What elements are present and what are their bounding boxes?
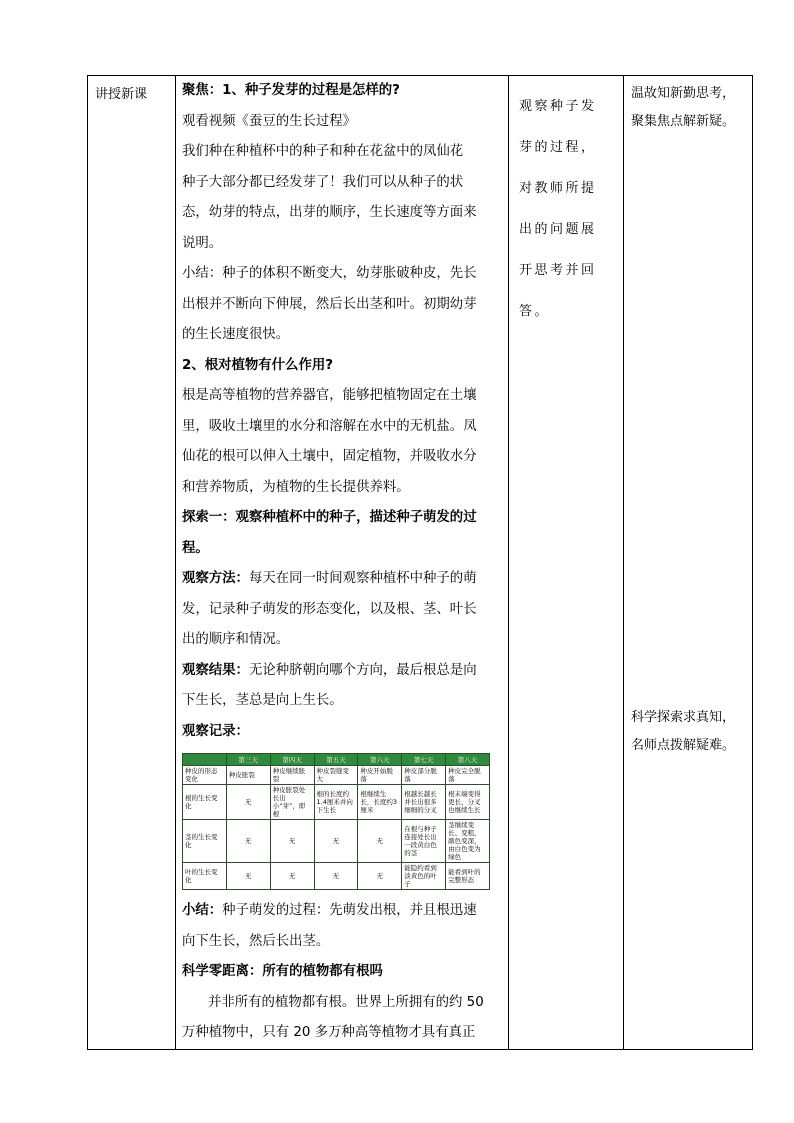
student-activity	[519, 86, 617, 332]
obs-cell: 能隐约看到淡黄色的叶子	[402, 863, 446, 890]
summary-text-0: 种子萌发的过程：先萌发出根，并且根迅速	[222, 903, 477, 918]
content-line: 种子大部分都已经发芽了！我们可以从种子的状	[182, 174, 464, 190]
obs-cell: 根末端变得更长，分叉也继续生长	[446, 785, 490, 820]
table-row	[183, 820, 490, 863]
obs-header-cell: 第三天	[226, 754, 270, 766]
content-line: 出根并不断向下伸展，然后长出茎和叶。初期幼芽	[182, 296, 477, 312]
activity-line: 出的问题展	[519, 222, 597, 237]
obs-cell: 茎继续变长、变粗，颜色变深，由白色变为绿色	[446, 820, 490, 863]
obs-header-cell: 第七天	[402, 754, 446, 766]
content-line: 聚焦：1、种子发芽的过程是怎样的?	[182, 83, 400, 98]
obs-cell: 在根与种子连接处长出一段黄白色的茎	[402, 820, 446, 863]
purpose-top-1: 聚集焦点解新疑。	[631, 114, 736, 129]
tail-line-0: 并非所有的植物都有根。世界上所拥有的约 50	[208, 994, 484, 1010]
obs-cell: 根的长度约1.4厘米并向下生长	[314, 785, 358, 820]
method-line-0	[182, 564, 502, 595]
result-label: 观察结果：	[182, 662, 249, 678]
content-line: 里，吸收土壤里的水分和溶解在水中的无机盐。凤	[182, 418, 477, 434]
result-line-0	[182, 656, 502, 687]
result-text-0: 无论种脐朝向哪个方向，最后根总是向	[248, 662, 477, 678]
method-line-2: 出的顺序和情况。	[182, 632, 290, 647]
content-line: 的生长速度很快。	[182, 327, 290, 342]
obs-header-cell: 第六天	[358, 754, 402, 766]
purpose-top-0: 温故知新勤思考，	[631, 86, 736, 101]
obs-cell: 种皮胀裂处长出小“芽”，即根	[270, 785, 314, 820]
obs-cell: 无	[226, 863, 270, 890]
content-line: 探索一：观察种植杯中的种子，描述种子萌发的过	[182, 510, 477, 525]
obs-cell: 无	[358, 820, 402, 863]
method-text-0: 每天在同一时间观察种植杯中种子的萌	[248, 571, 477, 586]
teaching-content	[182, 76, 502, 564]
obs-cell: 无	[226, 785, 270, 820]
content-line: 仙花的根可以伸入土壤中，固定植物，并吸收水分	[182, 449, 477, 464]
obs-header-cell: 第八天	[446, 754, 490, 766]
obs-cell: 无	[358, 863, 402, 890]
content-line: 程。	[182, 540, 209, 556]
summary-label: 小结：	[182, 903, 223, 918]
activity-line: 对教师所提	[519, 181, 597, 196]
observation-record-image	[182, 753, 490, 890]
activity-line: 观察种子发	[519, 99, 597, 114]
table-row	[183, 863, 490, 890]
student-activity-cell	[509, 76, 624, 1050]
obs-cell: 无	[314, 863, 358, 890]
teaching-content-cell	[176, 76, 509, 1050]
purpose-bottom	[631, 704, 735, 760]
activity-line: 答。	[519, 304, 551, 319]
purpose-bottom-1: 名师点拨解疑难。	[631, 738, 736, 753]
obs-cell: 无	[314, 820, 358, 863]
content-line: 和营养物质，为植物的生长提供养料。	[182, 479, 410, 495]
content-line: 2、根对植物有什么作用?	[182, 357, 333, 373]
table-row	[183, 785, 490, 820]
obs-cell: 种皮胀裂	[226, 766, 270, 785]
obs-row-label: 种皮的形态变化	[183, 766, 227, 785]
activity-line: 芽的过程，	[519, 140, 597, 155]
obs-cell: 种皮部分脱落	[402, 766, 446, 785]
summary-line-1: 向下生长，然后长出茎。	[182, 933, 330, 949]
obs-row-label: 根的生长变化	[183, 785, 227, 820]
content-line: 态，幼芽的特点，出芽的顺序，生长速度等方面来	[182, 205, 477, 220]
tail-line-1: 万种植物中，只有 20 多万种高等植物才具有真正	[182, 1025, 476, 1040]
content-line: 我们种在种植杯中的种子和种在花盆中的凤仙花	[182, 144, 464, 159]
obs-cell: 无	[226, 820, 270, 863]
obs-cell: 种皮继续胀裂	[270, 766, 314, 785]
obs-cell: 种皮开始脱落	[358, 766, 402, 785]
obs-cell: 种皮完全脱落	[446, 766, 490, 785]
design-purpose-cell	[624, 76, 753, 1050]
obs-header-cell: 第四天	[270, 754, 314, 766]
obs-header-cell: 第五天	[314, 754, 358, 766]
purpose-bottom-0: 科学探索求真知，	[631, 710, 736, 725]
method-label: 观察方法：	[182, 571, 249, 586]
science-heading: 科学零距离：所有的植物都有根吗	[182, 964, 383, 979]
obs-cell: 根继续生长，长度约3厘米	[358, 785, 402, 820]
obs-cell: 能看到叶的完整形态	[446, 863, 490, 890]
table-row	[183, 766, 490, 785]
content-line: 说明。	[182, 235, 223, 251]
record-label: 观察记录：	[182, 723, 249, 739]
content-line: 观看视频《蚕豆的生长过程》	[182, 113, 357, 129]
obs-cell: 无	[270, 863, 314, 890]
observation-table	[182, 753, 490, 890]
method-line-1: 发，记录种子萌发的形态变化，以及根、茎、叶长	[182, 601, 477, 617]
obs-cell: 根越长越长并长出很多细细的分叉	[402, 785, 446, 820]
section-label-cell	[88, 76, 176, 1050]
section-label: 讲授新课	[95, 87, 148, 102]
lesson-plan-table	[87, 75, 753, 1050]
content-line: 根是高等植物的营养器官，能够把植物固定在土壤	[182, 388, 477, 403]
obs-cell: 种皮裂缝变大	[314, 766, 358, 785]
obs-header-row	[183, 754, 490, 766]
result-line-1: 下生长，茎总是向上生长。	[182, 693, 343, 708]
content-line: 小结：种子的体积不断变大，幼芽胀破种皮，先长	[182, 266, 477, 281]
summary-line-0	[182, 896, 502, 927]
obs-cell: 无	[270, 820, 314, 863]
obs-row-label: 茎的生长变化	[183, 820, 227, 863]
obs-header-cell	[183, 754, 227, 766]
activity-line: 开思考并回	[519, 263, 597, 278]
obs-row-label: 叶的生长变化	[183, 863, 227, 890]
